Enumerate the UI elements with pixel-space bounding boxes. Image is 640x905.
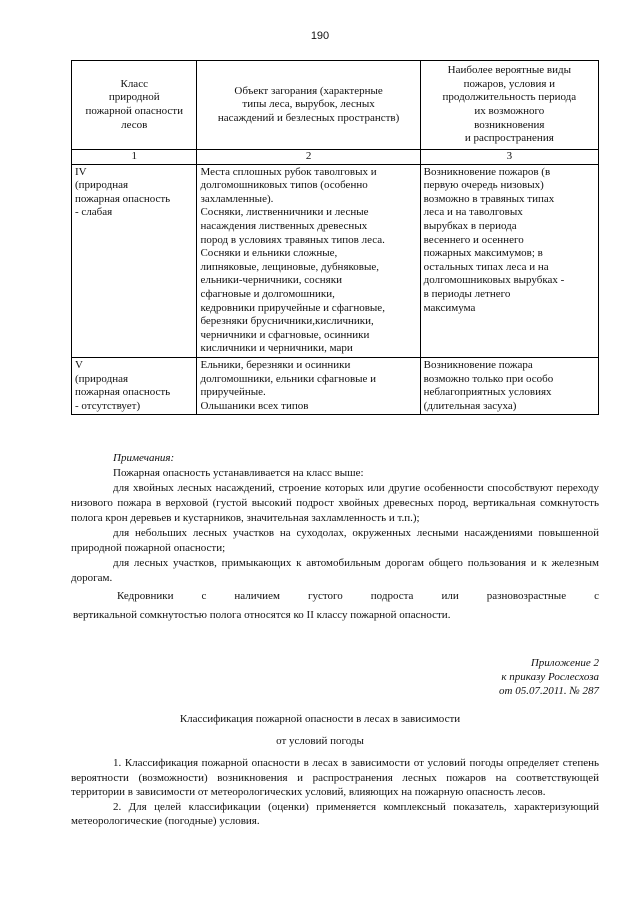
notes-item: для лесных участков, примыкающих к автомобильным дорогам общего пользования и к железным дорогам.: [71, 557, 599, 584]
cell-line: пород в условиях травяных типов леса.: [200, 233, 385, 246]
cell-line: кедровники приручейные и сфагновые,: [200, 301, 385, 314]
cell-line: ельники-черничники, сосняки: [200, 274, 342, 287]
cell-line: березняки брусничники,кисличники,: [200, 315, 374, 328]
notes-section: [71, 451, 599, 623]
body-paragraph: 1. Классификация пожарной опасности в лесах в зависимости от условий погоды определяет степень вероятности (возможности) возникновения и распространения лесных пожаров на соответствующей территории в зависимости от метеорологических условий, влияющих на пожарную опасность лесов.: [71, 757, 599, 799]
cell-line: Возникновение пожаров (в: [423, 165, 551, 178]
cell-line: пожарная опасность: [75, 386, 171, 399]
cell-line: долгомошниковых вырубках -: [423, 274, 565, 287]
header-line: Объект загорания (характерные: [234, 84, 383, 97]
cell-line: весеннего и осеннего: [423, 233, 524, 246]
header-fire-types: [420, 61, 598, 150]
cell-fire-types: [420, 164, 598, 357]
notes-intro: Пожарная опасность устанавливается на класс выше:: [113, 467, 364, 479]
cell-line: вырубках в периода: [423, 219, 517, 232]
cell-line: пожарная опасность: [75, 192, 171, 205]
cell-line: возможно в травяных типах: [423, 192, 555, 205]
body-paragraph: 2. Для целей классификации (оценки) применяется комплексный показатель, характеризующий метеорологические (погодные) условия.: [71, 800, 599, 828]
cell-line: Места сплошных рубок таволговых и: [200, 165, 377, 178]
cell-object: [197, 357, 420, 414]
cell-line: долгомошниковых типов (особенно: [200, 179, 368, 192]
appendix-line: от 05.07.2011. № 287: [499, 685, 599, 697]
table-row-class-iv: [72, 164, 599, 357]
cell-line: - отсутствует): [75, 399, 141, 412]
body-text: [71, 756, 599, 829]
cell-line: - слабая: [75, 206, 113, 219]
header-line: возникновения: [474, 118, 545, 131]
cell-line: остальных типах леса и на: [423, 260, 549, 273]
table-row-class-v: [72, 357, 599, 414]
notes-item: для небольших лесных участков на суходолах, окруженных лесными насаждениями повышенной природной пожарной опасности;: [71, 527, 599, 554]
cell-line: неблагоприятных условиях: [423, 386, 552, 399]
cell-line: Ольшаники всех типов: [200, 399, 309, 412]
cell-line: приручейные.: [200, 386, 266, 399]
cell-line: возможно только при особо: [423, 372, 554, 385]
cell-line: V: [75, 358, 83, 371]
cedar-note-line2: вертикальной сомкнутостью полога относятся ко II классу пожарной опасности.: [73, 609, 451, 621]
cell-line: Сосняки и ельники сложные,: [200, 247, 338, 260]
column-number: 3: [420, 150, 598, 165]
cell-line: максимума: [423, 301, 476, 314]
cell-line: сфагновые и долгомошники,: [200, 287, 335, 300]
cell-line: липняковые, лещиновые, дубняковые,: [200, 260, 380, 273]
cell-object: [197, 164, 420, 357]
column-number-row: [72, 150, 599, 165]
page-number: 190: [310, 30, 330, 42]
header-line: природной: [108, 91, 160, 104]
header-line: и распространения: [464, 132, 554, 145]
header-line: их возможного: [474, 105, 545, 117]
header-line: Наиболее вероятные виды: [447, 64, 571, 77]
cell-class: [72, 357, 197, 414]
cell-line: первую очередь низовых): [423, 179, 544, 192]
cell-line: Возникновение пожара: [423, 358, 533, 371]
cell-line: захламленные).: [200, 192, 274, 205]
column-number: 2: [197, 150, 420, 165]
cell-line: долгомошники, ельники сфагновые и: [200, 372, 377, 385]
header-line: Класс: [120, 77, 148, 90]
appendix-line: к приказу Рослесхоза: [501, 671, 599, 683]
cell-line: Сосняки, лиственничники и лесные: [200, 206, 369, 219]
appendix-reference: [499, 656, 599, 698]
header-line: типы леса, вырубок, лесных: [242, 98, 375, 111]
cell-line: Ельники, березняки и осинники: [200, 358, 351, 371]
header-line: лесов: [121, 118, 148, 131]
cell-line: черничники и сфагновые, осинники: [200, 328, 370, 341]
cedar-note-line1: Кедровники с наличием густого подроста или разновозрастные с: [117, 590, 599, 602]
fire-class-table: [71, 60, 599, 415]
section-heading-line2: от условий погоды: [276, 735, 364, 747]
section-heading-line1: Классификация пожарной опасности в лесах в зависимости: [179, 713, 461, 725]
cell-line: (природная: [75, 372, 129, 385]
appendix-line: Приложение 2: [530, 657, 599, 669]
cell-line: кисличники и черничники, мари: [200, 342, 353, 355]
header-line: продолжительность периода: [442, 91, 577, 104]
header-object: [197, 61, 420, 150]
header-class: [72, 61, 197, 150]
cell-line: пожарных максимумов; в: [423, 247, 543, 260]
cell-line: IV: [75, 165, 87, 178]
cell-fire-types: [420, 357, 598, 414]
cell-class: [72, 164, 197, 357]
cell-line: (длительная засуха): [423, 399, 517, 412]
header-line: пожаров, условия и: [463, 77, 556, 90]
cell-line: леса и на таволговых: [423, 206, 523, 219]
notes-title: Примечания:: [113, 452, 175, 464]
notes-item: для хвойных лесных насаждений, строение которых или другие особенности способствуют переходу низового пожара в верховой (густой высокий подрост хвойных древесных пород, вертикальная сомкнутость полога крон деревьев и кустарников, значительная захламленность и т.п.);: [71, 482, 599, 524]
header-line: пожарной опасности: [85, 105, 183, 117]
column-number: 1: [72, 150, 197, 165]
header-line: насаждений и безлесных пространств): [217, 111, 400, 124]
table-header-row: [72, 61, 599, 150]
cell-line: в периоды летнего: [423, 287, 511, 300]
cell-line: насаждения лиственных древесных: [200, 219, 368, 232]
cell-line: (природная: [75, 179, 129, 192]
